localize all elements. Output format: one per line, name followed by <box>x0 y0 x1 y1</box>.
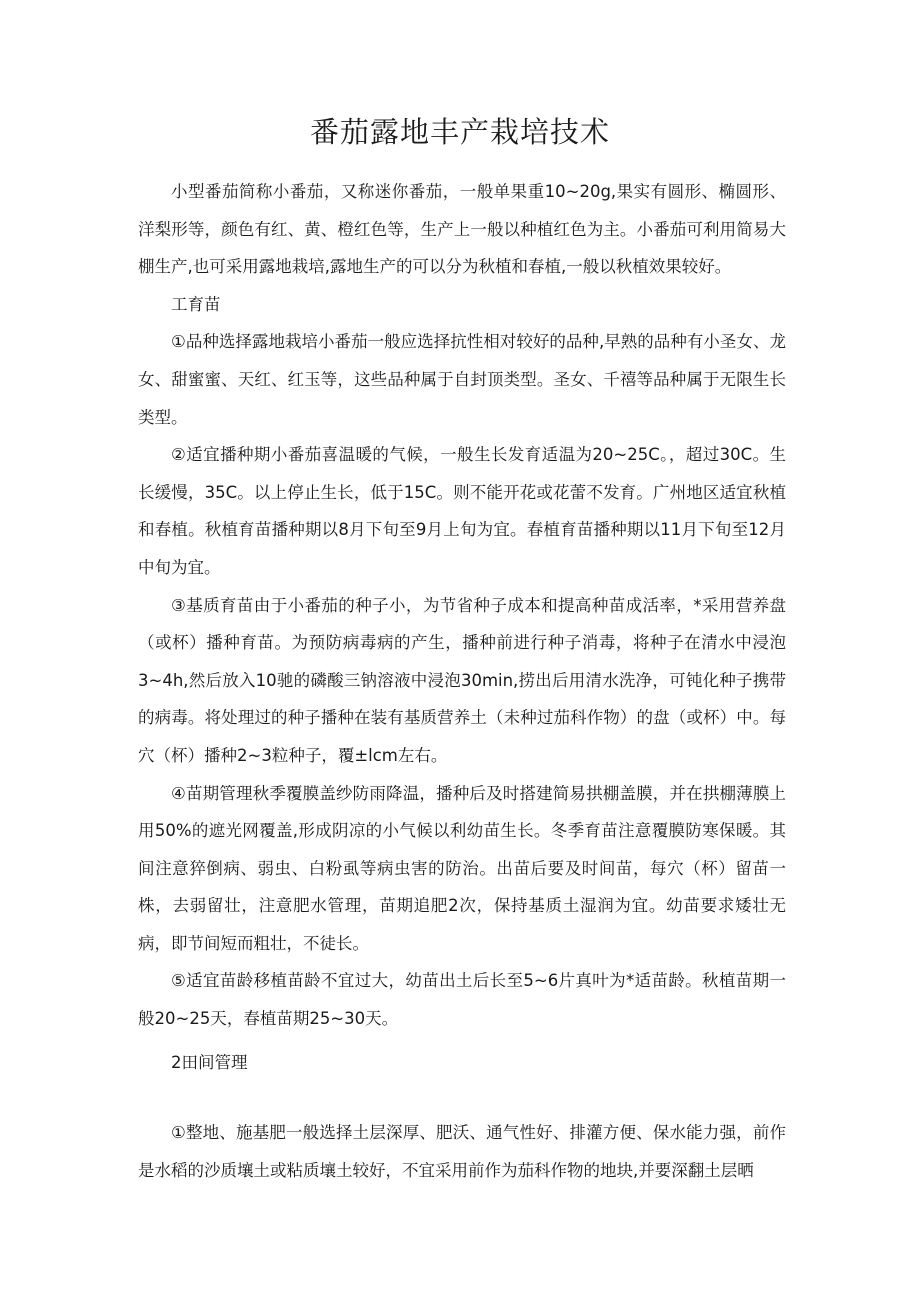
section-heading-field-management: 2田间管理 <box>171 1052 248 1072</box>
section-heading-seedling: 工育苗 <box>171 294 221 314</box>
document-title: 番茄露地丰产栽培技术 <box>309 115 610 149</box>
paragraph-substrate-seedling: ③基质育苗由于小番茄的种子小，为节省种子成本和提高种苗成活率，*采用营养盘（或杯）播种育苗。为预防病毒病的产生，播种前进行种子消毒，将种子在清水中浸泡3~4h,然后放入10驰的磷酸三钠溶液中浸泡30min,捞出后用清水洗净，可钝化种子携带的病毒。将处理过的种子播种在装有基质营养土（未种过茄科作物）的盘（或杯）中。每穴（杯）播种2~3粒种子，覆±lcm左右。 <box>138 595 786 765</box>
paragraph-sowing-period: ②适宜播种期小番茄喜温暖的气候，一般生长发育适温为20~25C。，超过30C。生长缓慢，35C。以上停止生长，低于15C。则不能开花或花蕾不发育。广州地区适宜秋植和春植。秋植育苗播种期以8月下旬至9月上旬为宜。春植育苗播种期以11月下旬至12月中旬为宜。 <box>138 445 786 577</box>
paragraph-variety-selection: ①品种选择露地栽培小番茄一般应选择抗性相对较好的品种,早熟的品种有小圣女、龙女、甜蜜蜜、天红、红玉等，这些品种属于自封顶类型。圣女、千禧等品种属于无限生长类型。 <box>138 332 786 427</box>
paragraph-seedling-age: ⑤适宜苗龄移植苗龄不宜过大，幼苗出土后长至5~6片真叶为*适苗龄。秋植苗期一般20~25天，春植苗期25~30天。 <box>138 971 786 1029</box>
document-body <box>138 173 786 1189</box>
intro-paragraph: 小型番茄简称小番茄，又称迷你番茄，一般单果重10~20g,果实有圆形、椭圆形、洋梨形等，颜色有红、黄、橙红色等，生产上一般以种植红色为主。小番茄可利用简易大棚生产,也可采用露地栽培,露地生产的可以分为秋植和春植,一般以秋植效果较好。 <box>138 182 786 277</box>
paragraph-seedling-management: ④苗期管理秋季覆膜盖纱防雨降温，播种后及时搭建简易拱棚盖膜，并在拱棚薄膜上用50%的遮光网覆盖,形成阴凉的小气候以利幼苗生长。冬季育苗注意覆膜防寒保暖。其间注意猝倒病、弱虫、白粉虱等病虫害的防治。出苗后要及时间苗，每穴（杯）留苗一株，去弱留壮，注意肥水管理，苗期追肥2次，保持基质土湿润为宜。幼苗要求矮壮无病，即节间短而粗壮，不徒长。 <box>138 783 786 953</box>
paragraph-soil-preparation: ①整地、施基肥一般选择土层深厚、肥沃、通气性好、排灌方便、保水能力强，前作是水稻的沙质壤土或粘质壤土较好，不宜采用前作为茄科作物的地块,并要深翻土层晒 <box>138 1123 786 1180</box>
